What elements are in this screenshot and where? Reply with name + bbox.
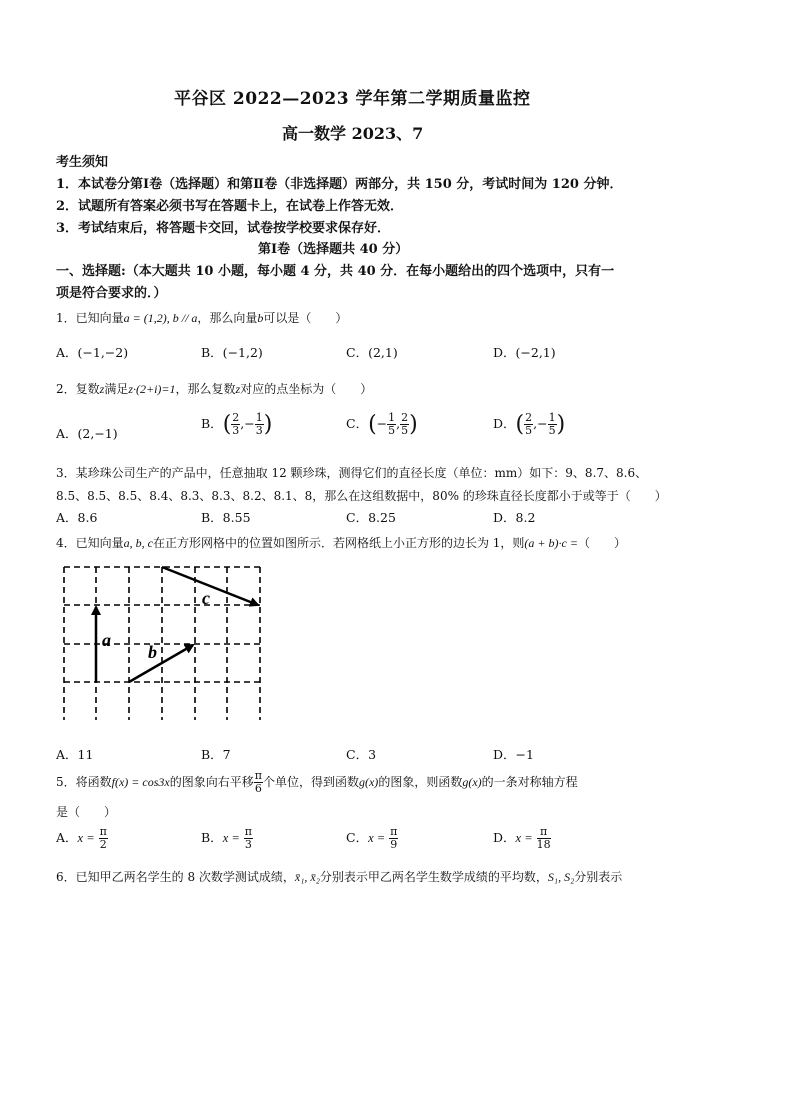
question-3-line-2: 8.5、8.5、8.5、8.4、8.3、8.3、8.2、8.1、8，那么在这组数据中，80% 的珍珠直径长度都小于或等于（ ）	[56, 489, 667, 503]
question-5-line-2: 是（ ）	[56, 805, 117, 819]
question-1-stem: 1．已知向量a = (1,2), b // a，那么向量b可以是（ ）	[56, 311, 348, 325]
q5-option-b[interactable]: B．x = $\frac{\pi}{3}$	[201, 825, 253, 851]
q3-option-b[interactable]: B．8.55	[201, 510, 251, 525]
q4-option-d[interactable]: D．−1	[493, 747, 534, 762]
vector-c-arrow	[162, 567, 258, 605]
notice-item-1: 1．本试卷分第Ⅰ卷（选择题）和第Ⅱ卷（非选择题）两部分，共 150 分，考试时间为 120 分钟．	[56, 177, 623, 192]
section-title: 第Ⅰ卷（选择题共 40 分）	[258, 242, 409, 257]
q5-option-a[interactable]: A．x = $\frac{\pi}{2}$	[56, 825, 107, 851]
q4-option-b[interactable]: B．7	[201, 747, 231, 762]
notice-item-2: 2．试题所有答案必须书写在答题卡上，在试卷上作答无效．	[56, 199, 404, 214]
vector-grid-figure	[56, 560, 276, 726]
question-3-line-1: 3．某珍珠公司生产的产品中，任意抽取 12 颗珍珠，测得它们的直径长度（单位：mm）如下：9、8.7、8.6、	[56, 466, 648, 480]
q1-option-c[interactable]: C．(2,1)	[346, 345, 398, 360]
q1-option-d[interactable]: D．(−2,1)	[493, 345, 556, 360]
q3-option-d[interactable]: D．8.2	[493, 510, 536, 525]
question-5-stem: 5．将函数f(x) = cos3x的图象向右平移 $\frac{\pi}{6}$ 个单位，得到函数g(x)的图象，则函数g(x)的一条对称轴方程	[56, 769, 578, 795]
q3-option-a[interactable]: A．8.6	[56, 510, 98, 525]
q5-option-c[interactable]: C．x = $\frac{\pi}{9}$	[346, 825, 398, 851]
q2-option-a[interactable]: A．(2,−1)	[56, 426, 118, 441]
q4-option-a[interactable]: A．11	[56, 747, 94, 762]
q2-option-b[interactable]: B．( $\frac{2}{3}$ ,− $\frac{1}{3}$ )	[201, 411, 273, 437]
q3-option-c[interactable]: C．8.25	[346, 510, 396, 525]
vector-a-label: a	[102, 630, 111, 650]
notice-heading: 考生须知	[56, 155, 109, 170]
q1-option-b[interactable]: B．(−1,2)	[201, 345, 263, 360]
question-6-stem: 6．已知甲乙两名学生的 8 次数学测试成绩，x̄₁, x̄₂分别表示甲乙两名学生数学成绩的平均数，S₁, S₂分别表示	[56, 870, 623, 884]
q5-option-d[interactable]: D．x = $\frac{\pi}{18}$	[493, 825, 551, 851]
vector-b-arrow	[129, 645, 193, 682]
q1-option-a[interactable]: A．(−1,−2)	[56, 345, 129, 360]
notice-item-3: 3．考试结束后，将答题卡交回，试卷按学校要求保存好．	[56, 221, 391, 236]
vector-c-label: c	[202, 588, 210, 608]
q4-option-c[interactable]: C．3	[346, 747, 377, 762]
grid-lines	[64, 567, 260, 720]
question-4-stem: 4．已知向量a, b, c在正方形网格中的位置如图所示．若网格纸上小正方形的边长为 1，则(a + b)·c =（ ）	[56, 536, 626, 550]
section-instruction-2: 项是符合要求的．）	[56, 286, 167, 301]
section-instruction-1: 一、选择题:（本大题共 10 小题，每小题 4 分，共 40 分．在每小题给出的四个选项中，只有一	[56, 264, 615, 279]
question-2-stem: 2．复数z满足z·(2+i)=1，那么复数z对应的点坐标为（ ）	[56, 382, 373, 396]
exam-title: 平谷区 2022—2023 学年第二学期质量监控	[174, 89, 531, 109]
q2-option-c[interactable]: C．(− $\frac{1}{5}$ , $\frac{2}{5}$ )	[346, 411, 418, 437]
exam-subtitle: 高一数学 2023、7	[282, 124, 424, 143]
q2-option-d[interactable]: D．( $\frac{2}{5}$ ,− $\frac{1}{5}$ )	[493, 411, 566, 437]
vector-b-label: b	[148, 642, 157, 662]
